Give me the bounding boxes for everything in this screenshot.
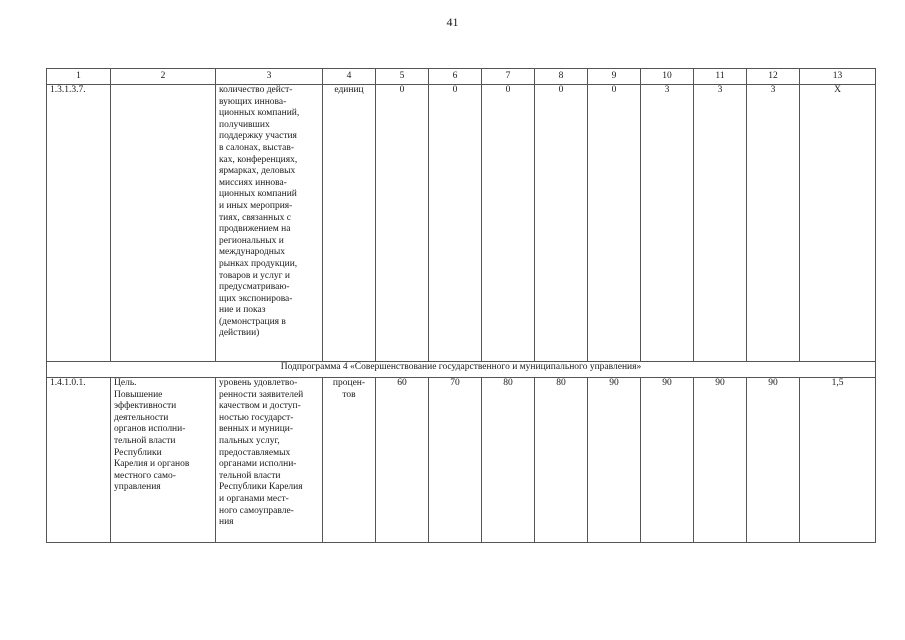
header-cell: 7 (482, 69, 535, 85)
value-cell: 0 (588, 85, 641, 362)
header-cell: 13 (800, 69, 876, 85)
page-number: 41 (446, 15, 459, 29)
value-cell: 90 (694, 378, 747, 543)
header-cell: 11 (694, 69, 747, 85)
indicator-code: 1.3.1.3.7. (47, 85, 111, 362)
value-cell: 0 (429, 85, 482, 362)
value-cell: 80 (482, 378, 535, 543)
value-cell: 3 (694, 85, 747, 362)
value-cell: Х (800, 85, 876, 362)
indicators-table (46, 68, 876, 543)
value-cell: 0 (376, 85, 429, 362)
header-cell: 12 (747, 69, 800, 85)
header-cell: 2 (111, 69, 216, 85)
table-row (47, 378, 876, 543)
value-cell: 80 (535, 378, 588, 543)
header-row (47, 69, 876, 85)
header-cell: 1 (47, 69, 111, 85)
header-cell: 8 (535, 69, 588, 85)
subprogram-row (47, 362, 876, 378)
unit-cell: единиц (323, 85, 376, 362)
value-cell: 90 (747, 378, 800, 543)
value-cell: 70 (429, 378, 482, 543)
table-row (47, 85, 876, 362)
indicator-name: количество дейст- вующих иннова- ционных компаний, получивших поддержку участия в салонах, выстав- ках, конференциях, ярмарках, деловых миссиях иннова- ционных компаний и иных мероприя- тиях, связанных с продвижением на региональных и международных рынках продукции, товаров и услуг и предусматриваю- щих экспонирова- ние и показ (демонстрация в действии) (216, 85, 323, 362)
header-cell: 10 (641, 69, 694, 85)
value-cell: 0 (535, 85, 588, 362)
indicator-name: уровень удовлетво- ренности заявителей качеством и доступ- ностью государст- венных и муници- пальных услуг, предоставляемых органами исполни- тельной власти Республики Карелия и органами мест- ного самоуправле- ния (216, 378, 323, 543)
value-cell: 1,5 (800, 378, 876, 543)
header-cell: 6 (429, 69, 482, 85)
value-cell: 0 (482, 85, 535, 362)
header-cell: 3 (216, 69, 323, 85)
value-cell: 60 (376, 378, 429, 543)
header-cell: 9 (588, 69, 641, 85)
unit-cell: процен- тов (323, 378, 376, 543)
subprogram-title: Подпрограмма 4 «Совершенствование государственного и муниципального управления» (47, 362, 876, 378)
indicator-code: 1.4.1.0.1. (47, 378, 111, 543)
goal-cell (111, 85, 216, 362)
value-cell: 90 (641, 378, 694, 543)
header-cell: 5 (376, 69, 429, 85)
value-cell: 90 (588, 378, 641, 543)
value-cell: 3 (747, 85, 800, 362)
value-cell: 3 (641, 85, 694, 362)
goal-cell: Цель. Повышение эффективности деятельности органов исполни- тельной власти Республики Карелия и органов местного само- управления (111, 378, 216, 543)
header-cell: 4 (323, 69, 376, 85)
